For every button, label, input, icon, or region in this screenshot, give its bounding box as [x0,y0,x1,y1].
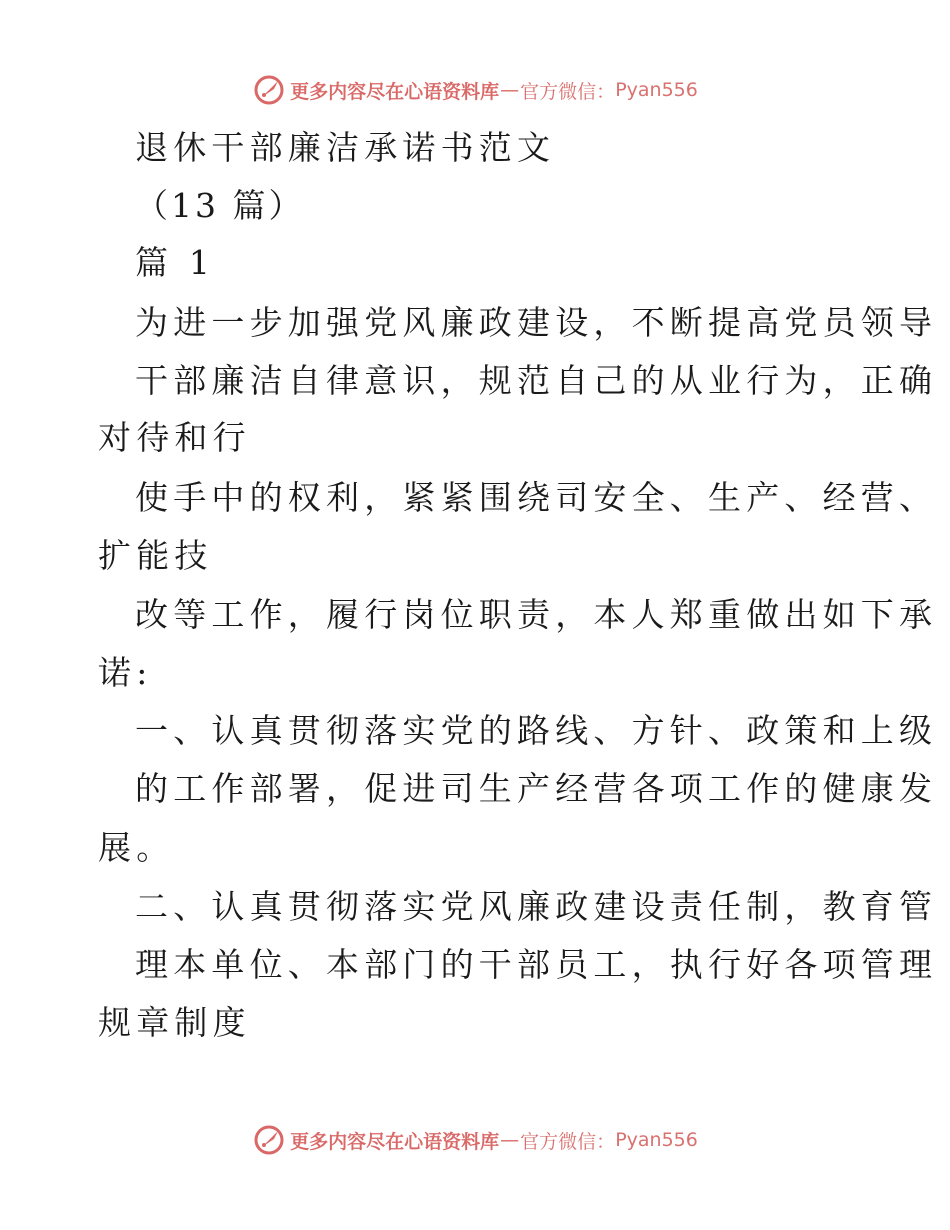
paragraph-line: 扩能技 [98,536,213,575]
quill-logo-icon [252,1123,286,1157]
document-count: （13 篇） [135,186,305,225]
paragraph-line: 的工作部署，促进司生产经营各项工作的健康发 [135,769,938,808]
paragraph-line: 为进一步加强党风廉政建设，不断提高党员领导 [135,303,938,342]
banner-separator: — [500,1129,520,1151]
paragraph-line: 二、认真贯彻落实党风廉政建设责任制，教育管 [135,887,938,926]
banner-wechat-label: 官方微信： [520,1130,616,1153]
paragraph-line: 规章制度 [98,1003,251,1042]
header-banner [0,70,950,110]
paragraph-line: 改等工作，履行岗位职责，本人郑重做出如下承 [135,595,938,634]
paragraph-line: 对待和行 [98,418,251,457]
paragraph-line: 理本单位、本部门的干部员工，执行好各项管理 [135,945,938,984]
banner-brand: 更多内容尽在心语资料库 [290,80,500,103]
banner-wechat-id: Pyan556 [615,79,698,101]
banner-separator: — [500,79,520,101]
paragraph-line: 使手中的权利，紧紧围绕司安全、生产、经营、 [135,478,938,517]
paragraph-line: 展。 [98,828,175,867]
paragraph-line: 干部廉洁自律意识，规范自己的从业行为，正确 [135,361,938,400]
paragraph-line: 诺: [98,653,153,692]
section-heading: 篇 1 [135,243,216,282]
document-title: 退休干部廉洁承诺书范文 [135,128,556,167]
paragraph-line: 一、认真贯彻落实党的路线、方针、政策和上级 [135,711,938,750]
footer-banner [0,1120,950,1160]
banner-wechat-label: 官方微信： [520,80,616,103]
banner-brand: 更多内容尽在心语资料库 [290,1130,500,1153]
quill-logo-icon [252,73,286,107]
banner-wechat-id: Pyan556 [615,1129,698,1151]
